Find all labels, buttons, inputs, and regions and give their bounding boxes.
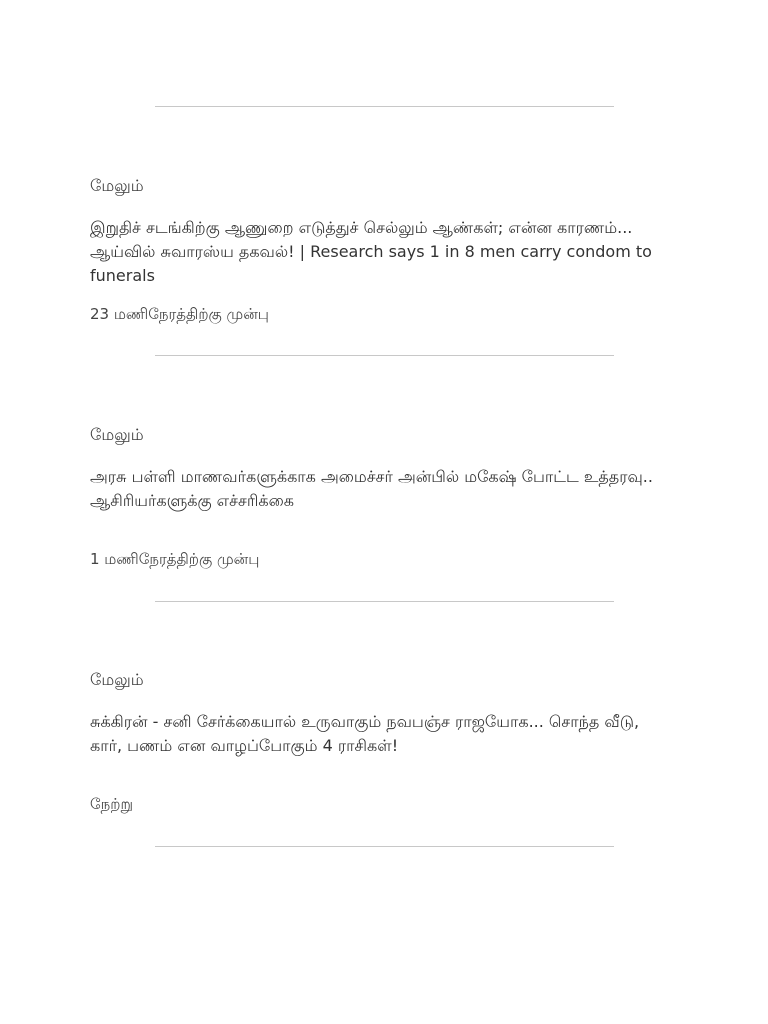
divider xyxy=(155,355,614,356)
article-headline-link[interactable]: சுக்கிரன் - சனி சேர்க்கையால் உருவாகும் நவபஞ்ச ராஜயோக... சொந்த வீடு, கார், பணம் என வாழப்போகும் 4 ராசிகள்! xyxy=(90,712,640,755)
more-label: மேலும் xyxy=(90,670,144,689)
divider xyxy=(155,846,614,847)
more-label: மேலும் xyxy=(90,425,144,444)
article-timestamp: 23 மணிநேரத்திற்கு முன்பு xyxy=(90,305,269,323)
article-headline-link[interactable]: அரசு பள்ளி மாணவர்களுக்காக அமைச்சர் அன்பில் மகேஷ் போட்ட உத்தரவு.. ஆசிரியர்களுக்கு எச்சரிக்கை xyxy=(90,467,653,510)
divider xyxy=(155,601,614,602)
divider-top xyxy=(155,106,614,107)
article-timestamp: நேற்று xyxy=(90,795,134,813)
more-label: மேலும் xyxy=(90,176,144,195)
article-timestamp: 1 மணிநேரத்திற்கு முன்பு xyxy=(90,550,260,568)
article-headline-link[interactable]: இறுதிச் சடங்கிற்கு ஆணுறை எடுத்துச் செல்லும் ஆண்கள்; என்ன காரணம்... ஆய்வில் சுவாரஸ்ய தகவல்! | Research says 1 in 8 men carry condom to funerals xyxy=(90,218,652,285)
